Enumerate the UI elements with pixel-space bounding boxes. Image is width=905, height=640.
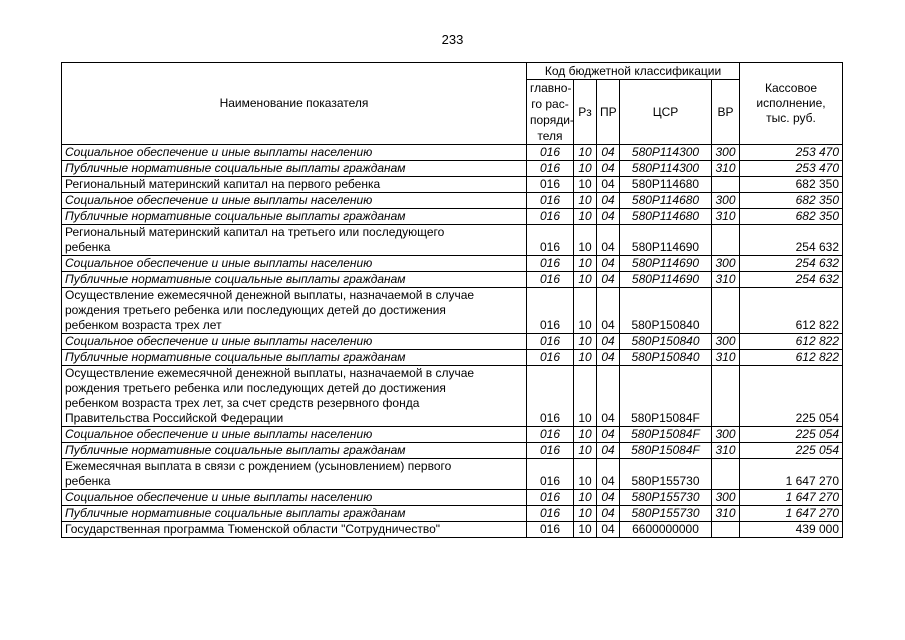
row-name: Региональный материнский капитал на третьего или последующего ребенка	[62, 225, 527, 256]
row-glavn: 016	[527, 334, 574, 350]
row-glavn: 016	[527, 177, 574, 193]
table-row	[62, 161, 843, 177]
row-sum: 439 000	[740, 522, 843, 538]
table-row	[62, 506, 843, 522]
row-name: Социальное обеспечение и иные выплаты населению	[62, 334, 527, 350]
row-sum: 682 350	[740, 177, 843, 193]
row-rz: 10	[574, 209, 597, 225]
table-row	[62, 288, 843, 334]
row-pr: 04	[597, 350, 620, 366]
row-vr: 300	[712, 193, 740, 209]
row-pr: 04	[597, 288, 620, 334]
row-pr: 04	[597, 334, 620, 350]
header-name: Наименование показателя	[62, 63, 527, 145]
table-row	[62, 334, 843, 350]
row-glavn: 016	[527, 288, 574, 334]
table-row	[62, 225, 843, 256]
row-glavn: 016	[527, 506, 574, 522]
row-glavn: 016	[527, 366, 574, 427]
row-rz: 10	[574, 177, 597, 193]
row-name: Публичные нормативные социальные выплаты гражданам	[62, 209, 527, 225]
row-csr: 580P114680	[620, 209, 712, 225]
row-rz: 10	[574, 145, 597, 161]
row-sum: 225 054	[740, 366, 843, 427]
row-vr: 300	[712, 427, 740, 443]
row-rz: 10	[574, 161, 597, 177]
row-vr: 300	[712, 145, 740, 161]
row-rz: 10	[574, 427, 597, 443]
row-name: Социальное обеспечение и иные выплаты населению	[62, 145, 527, 161]
row-rz: 10	[574, 256, 597, 272]
row-glavn: 016	[527, 161, 574, 177]
row-rz: 10	[574, 288, 597, 334]
row-glavn: 016	[527, 350, 574, 366]
row-csr: 580P15084F	[620, 366, 712, 427]
row-sum: 612 822	[740, 288, 843, 334]
row-sum: 682 350	[740, 193, 843, 209]
table-row	[62, 443, 843, 459]
row-pr: 04	[597, 209, 620, 225]
header-pr: ПР	[597, 80, 620, 145]
row-pr: 04	[597, 522, 620, 538]
row-pr: 04	[597, 145, 620, 161]
header-vr: ВР	[712, 80, 740, 145]
row-pr: 04	[597, 272, 620, 288]
row-glavn: 016	[527, 427, 574, 443]
row-rz: 10	[574, 272, 597, 288]
row-csr: 580P114680	[620, 177, 712, 193]
row-pr: 04	[597, 366, 620, 427]
row-rz: 10	[574, 334, 597, 350]
table-row	[62, 145, 843, 161]
row-csr: 580P114690	[620, 256, 712, 272]
row-csr: 580P150840	[620, 334, 712, 350]
row-pr: 04	[597, 443, 620, 459]
row-vr	[712, 522, 740, 538]
row-name: Региональный материнский капитал на первого ребенка	[62, 177, 527, 193]
table-row	[62, 256, 843, 272]
row-vr: 310	[712, 272, 740, 288]
row-name: Осуществление ежемесячной денежной выплаты, назначаемой в случае рождения третьего ребенка или последующих детей до достижения ребенком возраста трех лет, за счет средств резервного фонда Правительства Российской Федерации	[62, 366, 527, 427]
row-rz: 10	[574, 350, 597, 366]
header-glavn: главно- го рас- поряди- теля	[527, 80, 574, 145]
row-sum: 1 647 270	[740, 459, 843, 490]
row-csr: 580P114690	[620, 225, 712, 256]
row-vr: 310	[712, 350, 740, 366]
row-rz: 10	[574, 366, 597, 427]
row-sum: 253 470	[740, 161, 843, 177]
row-csr: 580P114690	[620, 272, 712, 288]
row-glavn: 016	[527, 145, 574, 161]
row-csr: 580P155730	[620, 506, 712, 522]
row-csr: 580P155730	[620, 490, 712, 506]
row-rz: 10	[574, 225, 597, 256]
row-sum: 254 632	[740, 256, 843, 272]
row-sum: 682 350	[740, 209, 843, 225]
row-sum: 253 470	[740, 145, 843, 161]
row-csr: 580P114300	[620, 145, 712, 161]
header-rz: Рз	[574, 80, 597, 145]
row-pr: 04	[597, 427, 620, 443]
table-row	[62, 522, 843, 538]
row-name: Публичные нормативные социальные выплаты гражданам	[62, 161, 527, 177]
row-csr: 580P150840	[620, 350, 712, 366]
row-glavn: 016	[527, 193, 574, 209]
row-pr: 04	[597, 177, 620, 193]
table-row	[62, 350, 843, 366]
row-pr: 04	[597, 490, 620, 506]
table-row	[62, 427, 843, 443]
header-kbk: Код бюджетной классификации	[527, 63, 740, 80]
row-vr: 300	[712, 256, 740, 272]
table-body	[62, 145, 843, 538]
row-vr: 310	[712, 443, 740, 459]
row-glavn: 016	[527, 225, 574, 256]
row-csr: 580P114300	[620, 161, 712, 177]
header-kassa: Кассовое исполнение, тыс. руб.	[740, 63, 843, 145]
row-sum: 612 822	[740, 350, 843, 366]
row-rz: 10	[574, 193, 597, 209]
row-name: Социальное обеспечение и иные выплаты населению	[62, 427, 527, 443]
row-vr	[712, 366, 740, 427]
row-csr: 580P114680	[620, 193, 712, 209]
row-pr: 04	[597, 193, 620, 209]
table-row	[62, 209, 843, 225]
row-vr	[712, 459, 740, 490]
row-glavn: 016	[527, 443, 574, 459]
table-row	[62, 193, 843, 209]
table-row	[62, 459, 843, 490]
row-sum: 254 632	[740, 225, 843, 256]
row-pr: 04	[597, 459, 620, 490]
row-sum: 225 054	[740, 427, 843, 443]
row-sum: 254 632	[740, 272, 843, 288]
row-vr	[712, 177, 740, 193]
row-vr: 310	[712, 161, 740, 177]
row-name: Социальное обеспечение и иные выплаты населению	[62, 193, 527, 209]
row-csr: 580P155730	[620, 459, 712, 490]
row-vr	[712, 288, 740, 334]
page-number: 233	[441, 32, 464, 47]
row-pr: 04	[597, 225, 620, 256]
row-name: Осуществление ежемесячной денежной выплаты, назначаемой в случае рождения третьего ребенка или последующих детей до достижения ребенком возраста трех лет	[62, 288, 527, 334]
row-rz: 10	[574, 522, 597, 538]
row-pr: 04	[597, 161, 620, 177]
row-pr: 04	[597, 256, 620, 272]
row-vr	[712, 225, 740, 256]
table-row	[62, 177, 843, 193]
row-name: Ежемесячная выплата в связи с рождением (усыновлением) первого ребенка	[62, 459, 527, 490]
row-name: Публичные нормативные социальные выплаты гражданам	[62, 272, 527, 288]
row-csr: 580P15084F	[620, 443, 712, 459]
table-row	[62, 366, 843, 427]
row-rz: 10	[574, 443, 597, 459]
row-vr: 310	[712, 209, 740, 225]
row-sum: 1 647 270	[740, 506, 843, 522]
row-name: Государственная программа Тюменской области "Сотрудничество"	[62, 522, 527, 538]
row-name: Публичные нормативные социальные выплаты гражданам	[62, 350, 527, 366]
row-csr: 6600000000	[620, 522, 712, 538]
row-sum: 1 647 270	[740, 490, 843, 506]
row-glavn: 016	[527, 490, 574, 506]
row-glavn: 016	[527, 522, 574, 538]
row-name: Социальное обеспечение и иные выплаты населению	[62, 490, 527, 506]
row-vr: 310	[712, 506, 740, 522]
row-name: Публичные нормативные социальные выплаты гражданам	[62, 506, 527, 522]
budget-table	[61, 62, 843, 538]
row-glavn: 016	[527, 459, 574, 490]
row-sum: 612 822	[740, 334, 843, 350]
row-rz: 10	[574, 490, 597, 506]
row-glavn: 016	[527, 272, 574, 288]
row-glavn: 016	[527, 256, 574, 272]
row-name: Публичные нормативные социальные выплаты гражданам	[62, 443, 527, 459]
row-sum: 225 054	[740, 443, 843, 459]
row-name: Социальное обеспечение и иные выплаты населению	[62, 256, 527, 272]
row-vr: 300	[712, 490, 740, 506]
row-csr: 580P150840	[620, 288, 712, 334]
row-glavn: 016	[527, 209, 574, 225]
table-row	[62, 272, 843, 288]
row-vr: 300	[712, 334, 740, 350]
row-rz: 10	[574, 506, 597, 522]
row-pr: 04	[597, 506, 620, 522]
header-csr: ЦСР	[620, 80, 712, 145]
row-csr: 580P15084F	[620, 427, 712, 443]
row-rz: 10	[574, 459, 597, 490]
table-row	[62, 490, 843, 506]
